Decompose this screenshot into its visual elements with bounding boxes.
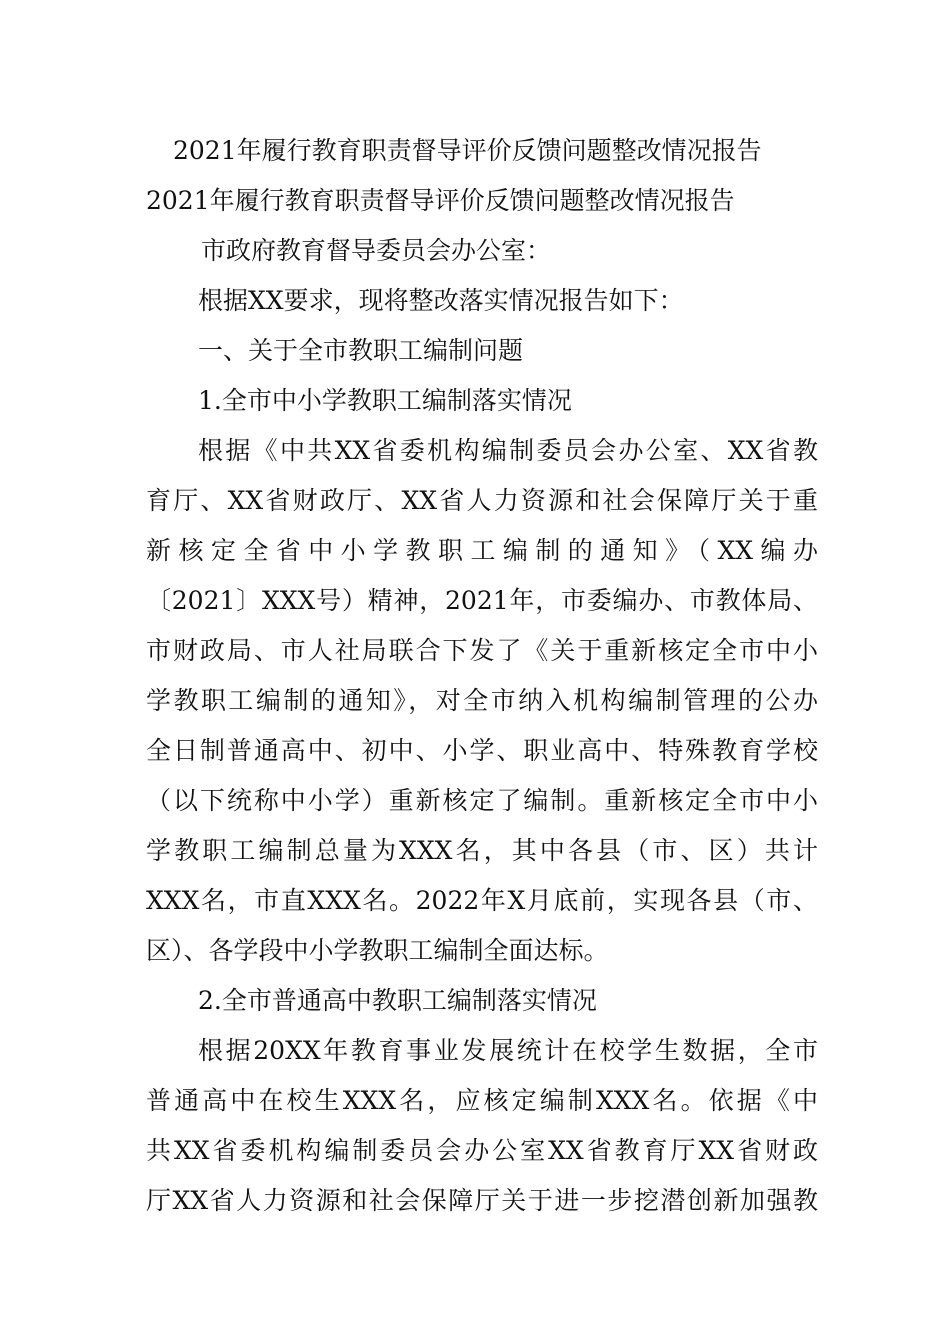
paragraph-1-line: 全日制普通高中、初中、小学、职业高中、特殊教育学校	[146, 736, 818, 765]
report-title: 2021年履行教育职责督导评价反馈问题整改情况报告	[173, 136, 762, 165]
paragraph-2-line: 共XX省委机构编制委员会办公室XX省教育厅XX省财政	[146, 1136, 818, 1165]
paragraph-1-line: 〔2021〕XXX号）精神，2021年，市委编办、市教体局、	[146, 586, 818, 615]
intro-paragraph: 根据XX要求，现将整改落实情况报告如下：	[198, 286, 684, 315]
paragraph-2-line: 厅XX省人力资源和社会保障厅关于进一步挖潜创新加强教	[146, 1186, 818, 1215]
paragraph-2-line: 普通高中在校生XXX名，应核定编制XXX名。依据《中	[146, 1086, 818, 1115]
subsection-heading-1: 1.全市中小学教职工编制落实情况	[198, 386, 572, 415]
subsection-heading-2: 2.全市普通高中教职工编制落实情况	[198, 986, 597, 1015]
paragraph-1-line: 育厅、XX省财政厅、XX省人力资源和社会保障厅关于重	[146, 486, 818, 515]
paragraph-1-line: 新核定全省中小学教职工编制的通知》（XX编办	[146, 536, 818, 565]
paragraph-2-line: 根据20XX年教育事业发展统计在校学生数据，全市	[198, 1036, 818, 1065]
paragraph-1-line: 根据《中共XX省委机构编制委员会办公室、XX省教	[198, 436, 818, 465]
salutation: 市政府教育督导委员会办公室：	[201, 236, 552, 265]
paragraph-1-line: （以下统称中小学）重新核定了编制。重新核定全市中小	[146, 786, 818, 815]
section-heading: 一、关于全市教职工编制问题	[198, 336, 524, 365]
report-title-repeat: 2021年履行教育职责督导评价反馈问题整改情况报告	[146, 186, 735, 215]
paragraph-1-line: 学教职工编制的通知》，对全市纳入机构编制管理的公办	[146, 686, 818, 715]
paragraph-1-line: XXX名，市直XXX名。2022年X月底前，实现各县（市、	[146, 886, 818, 915]
paragraph-1-line: 市财政局、市人社局联合下发了《关于重新核定全市中小	[146, 636, 818, 665]
document-body	[146, 128, 818, 1228]
paragraph-1-line: 学教职工编制总量为XXX名，其中各县（市、区）共计	[146, 836, 818, 865]
paragraph-1-line: 区）、各学段中小学教职工编制全面达标。	[146, 936, 609, 965]
